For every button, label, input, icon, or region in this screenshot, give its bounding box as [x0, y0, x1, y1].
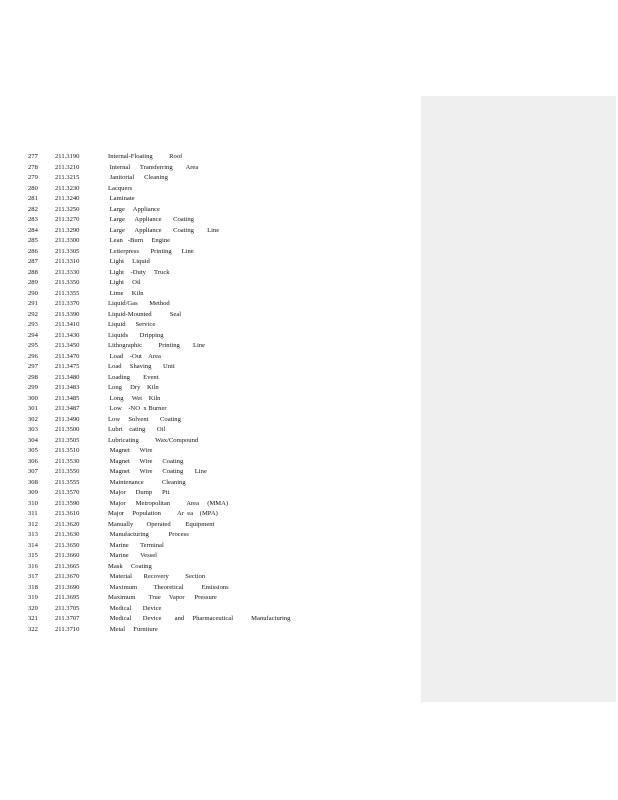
term: Magnet Wire Coating Line: [108, 468, 207, 475]
section-code: 211.3510: [55, 447, 80, 454]
item-number: 298: [28, 373, 38, 381]
section-code: 211.3590: [55, 499, 80, 507]
item-number: 292: [28, 310, 38, 318]
term: Marine Terminal: [108, 541, 164, 549]
term: Liquid Service: [108, 321, 156, 328]
item-number: 311: [28, 510, 38, 517]
list-item: [0, 373, 420, 384]
section-code: 211.3270: [55, 216, 80, 223]
section-code: 211.3705: [55, 604, 80, 612]
item-number: 291: [28, 300, 38, 307]
list-item: [0, 530, 420, 541]
section-code: 211.3500: [55, 426, 80, 433]
term: Major Dump Pit: [108, 489, 170, 496]
item-number: 317: [28, 573, 38, 580]
section-code: 211.3710: [55, 625, 80, 633]
list-item: [0, 520, 420, 531]
section-code: 211.3550: [55, 468, 80, 475]
list-item: [0, 593, 420, 604]
item-number: 295: [28, 342, 38, 349]
item-number: 307: [28, 468, 38, 475]
item-number: 281: [28, 195, 38, 202]
section-code: 211.3430: [55, 331, 80, 339]
section-code: 211.3660: [55, 552, 80, 559]
item-number: 309: [28, 489, 38, 496]
term: Load -Out Area: [108, 352, 161, 360]
section-code: 211.3695: [55, 594, 80, 601]
section-code: 211.3505: [55, 436, 80, 444]
list-item: [0, 226, 420, 237]
list-item: [0, 362, 420, 373]
term: Medical Device: [108, 604, 162, 612]
list-item: [0, 404, 420, 415]
list-item: [0, 436, 420, 447]
term: Metal Furniture: [108, 625, 158, 633]
item-number: 316: [28, 562, 38, 570]
section-code: 211.3330: [55, 268, 80, 276]
term: Internal Transferring Area: [108, 163, 199, 171]
term: Loading Event: [108, 373, 159, 381]
item-number: 299: [28, 384, 38, 391]
term: Magnet Wire Coating: [108, 457, 184, 465]
list-item: [0, 604, 420, 615]
term: Maximum Theoretical Emissions: [108, 583, 229, 591]
list-item: [0, 341, 420, 352]
section-code: 211.3290: [55, 226, 80, 234]
list-item: [0, 352, 420, 363]
section-code: 211.3665: [55, 562, 80, 570]
section-code: 211.3530: [55, 457, 80, 465]
item-number: 312: [28, 520, 38, 528]
term: Laminate: [108, 195, 135, 202]
term: Long Wet Kiln: [108, 394, 161, 402]
term: Liquids Dripping: [108, 331, 164, 339]
item-number: 277: [28, 153, 38, 160]
term: Low -NO x Burner: [108, 405, 167, 412]
list-item: [0, 383, 420, 394]
list-item: [0, 163, 420, 174]
term: Maximum True Vapor Pressure: [108, 594, 217, 601]
term: Large Appliance Coating Line: [108, 226, 220, 234]
term: Lubricating Wax/Compound: [108, 436, 199, 444]
list-item: [0, 541, 420, 552]
term: Large Appliance: [108, 205, 160, 213]
section-code: 211.3610: [55, 510, 80, 517]
list-item: [0, 488, 420, 499]
item-number: 322: [28, 625, 38, 633]
item-number: 290: [28, 289, 38, 297]
item-number: 280: [28, 184, 38, 192]
list-item: [0, 509, 420, 520]
section-code: 211.3620: [55, 520, 80, 528]
term: Manually Operated Equipment: [108, 520, 215, 528]
item-number: 300: [28, 394, 38, 402]
item-number: 302: [28, 415, 38, 423]
list-item: [0, 331, 420, 342]
section-code: 211.3350: [55, 279, 80, 286]
term: Lithographic Printing Line: [108, 342, 206, 349]
section-code: 211.3230: [55, 184, 80, 192]
item-number: 319: [28, 594, 38, 601]
item-number: 318: [28, 583, 38, 591]
term: Large Appliance Coating: [108, 216, 194, 223]
term: Liquid-Mounted Seal: [108, 310, 182, 318]
section-code: 211.3240: [55, 195, 80, 202]
item-number: 297: [28, 363, 38, 370]
section-code: 211.3487: [55, 405, 80, 412]
section-code: 211.3450: [55, 342, 80, 349]
list-item: [0, 446, 420, 457]
term: Major Metropolitan Area (MMA): [108, 499, 229, 507]
list-item: [0, 247, 420, 258]
section-code: 211.3250: [55, 205, 80, 213]
section-code: 211.3707: [55, 615, 80, 622]
list-item: [0, 173, 420, 184]
list-item: [0, 268, 420, 279]
term: Maintenance Cleaning: [108, 478, 186, 486]
section-code: 211.3190: [55, 153, 80, 160]
section-code: 211.3310: [55, 258, 80, 265]
term: Magnet Wire: [108, 447, 153, 454]
item-number: 288: [28, 268, 38, 276]
side-panel: [421, 96, 616, 702]
item-number: 308: [28, 478, 38, 486]
item-number: 286: [28, 247, 38, 255]
term: Long Dry Kiln: [108, 384, 159, 391]
term: Light -Duty Truck: [108, 268, 170, 276]
list-item: [0, 562, 420, 573]
item-number: 278: [28, 163, 38, 171]
term: Manufacturing Process: [108, 531, 189, 538]
term: Internal-Floating Roof: [108, 153, 183, 160]
term: Major Population Ar ea (MPA): [108, 510, 218, 517]
item-number: 283: [28, 216, 38, 223]
section-code: 211.3215: [55, 174, 80, 181]
term: Janitorial Cleaning: [108, 174, 168, 181]
section-code: 211.3470: [55, 352, 80, 360]
section-code: 211.3570: [55, 489, 80, 496]
list-item: [0, 289, 420, 300]
section-code: 211.3555: [55, 478, 80, 486]
list-item: [0, 394, 420, 405]
list-item: [0, 310, 420, 321]
list-item: [0, 614, 420, 625]
term: Mask Coating: [108, 562, 152, 570]
item-number: 284: [28, 226, 38, 234]
list-item: [0, 184, 420, 195]
section-code: 211.3355: [55, 289, 80, 297]
item-number: 314: [28, 541, 38, 549]
list-item: [0, 467, 420, 478]
item-number: 296: [28, 352, 38, 360]
list-item: [0, 478, 420, 489]
term: Lacquers: [108, 184, 133, 192]
section-code: 211.3370: [55, 300, 80, 307]
list-item: [0, 572, 420, 583]
item-number: 282: [28, 205, 38, 213]
definitions-list: [0, 152, 420, 635]
item-number: 320: [28, 604, 38, 612]
list-item: [0, 257, 420, 268]
item-number: 315: [28, 552, 38, 559]
section-code: 211.3480: [55, 373, 80, 381]
section-code: 211.3305: [55, 247, 80, 255]
list-item: [0, 625, 420, 636]
section-code: 211.3300: [55, 237, 80, 244]
term: Liquid/Gas Method: [108, 300, 170, 307]
item-number: 279: [28, 174, 38, 181]
list-item: [0, 152, 420, 163]
item-number: 293: [28, 321, 38, 328]
list-item: [0, 236, 420, 247]
section-code: 211.3485: [55, 394, 80, 402]
item-number: 313: [28, 531, 38, 538]
section-code: 211.3650: [55, 541, 80, 549]
item-number: 321: [28, 615, 38, 622]
term: Marine Vessel: [108, 552, 157, 559]
section-code: 211.3410: [55, 321, 80, 328]
term: Lime Kiln: [108, 289, 144, 297]
list-item: [0, 551, 420, 562]
section-code: 211.3630: [55, 531, 80, 538]
list-item: [0, 415, 420, 426]
section-code: 211.3670: [55, 573, 80, 580]
list-item: [0, 278, 420, 289]
term: Low Solvent Coating: [108, 415, 181, 423]
item-number: 305: [28, 447, 38, 454]
item-number: 289: [28, 279, 38, 286]
list-item: [0, 320, 420, 331]
list-item: [0, 583, 420, 594]
term: Lubri cating Oil: [108, 426, 166, 433]
section-code: 211.3475: [55, 363, 80, 370]
section-code: 211.3483: [55, 384, 80, 391]
term: Load Shaving Unit: [108, 363, 175, 370]
item-number: 301: [28, 405, 38, 412]
term: Medical Device and Pharmaceutical Manufacturing: [108, 615, 291, 622]
list-item: [0, 299, 420, 310]
term: Lean -Burn Engine: [108, 237, 171, 244]
item-number: 304: [28, 436, 38, 444]
item-number: 294: [28, 331, 38, 339]
section-code: 211.3690: [55, 583, 80, 591]
list-item: [0, 457, 420, 468]
term: Light Oil: [108, 279, 141, 286]
section-code: 211.3210: [55, 163, 80, 171]
section-code: 211.3390: [55, 310, 80, 318]
item-number: 303: [28, 426, 38, 433]
term: Material Recovery Section: [108, 573, 206, 580]
list-item: [0, 194, 420, 205]
item-number: 306: [28, 457, 38, 465]
item-number: 285: [28, 237, 38, 244]
item-number: 310: [28, 499, 38, 507]
item-number: 287: [28, 258, 38, 265]
list-item: [0, 425, 420, 436]
list-item: [0, 205, 420, 216]
term: Light Liquid: [108, 258, 150, 265]
list-item: [0, 499, 420, 510]
term: Letterpress Printing Line: [108, 247, 194, 255]
list-item: [0, 215, 420, 226]
section-code: 211.3490: [55, 415, 80, 423]
